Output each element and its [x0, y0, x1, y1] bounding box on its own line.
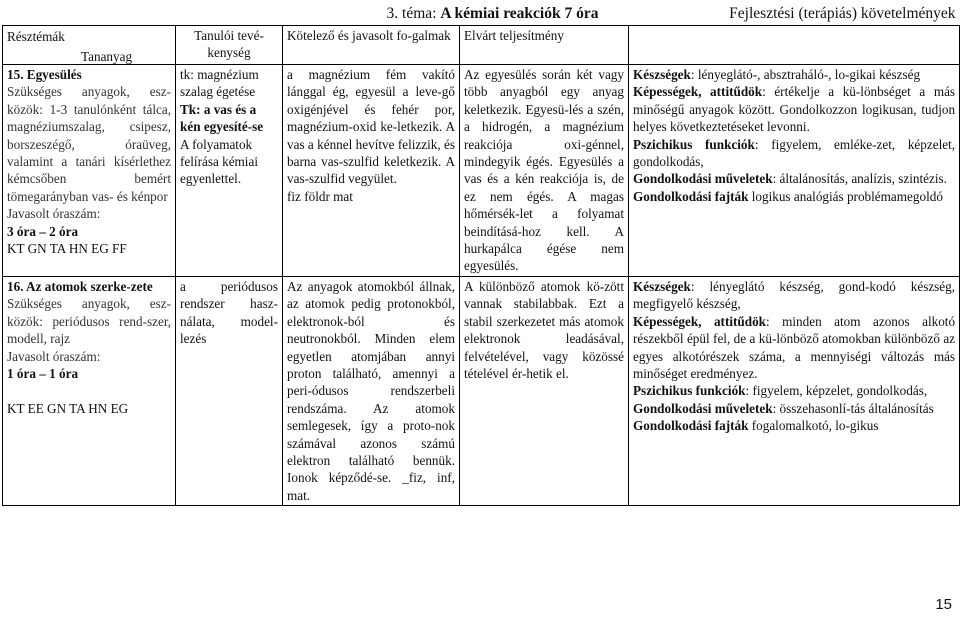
header-row [3, 26, 960, 65]
topic-title: 16. Az atomok szerke-zete [7, 278, 153, 294]
col-fejlesztesi [629, 26, 960, 65]
codes: KT GN TA HN EG FF [7, 241, 127, 257]
hours-value: 1 óra – 1 óra [7, 365, 79, 381]
activity-cell [176, 65, 283, 277]
col-tanuloi: Tanulói tevé-kenység [176, 26, 283, 65]
topic-title: 15. Egyesülés [7, 67, 82, 82]
hours-label: Javasolt óraszám: [7, 348, 101, 364]
col-elvart: Elvárt teljesítmény [460, 26, 629, 65]
dev-item: Gondolkodási műveletek: összehasonlí-tás általánosítás [633, 400, 934, 416]
development-cell [629, 65, 960, 277]
dev-item: Képességek, attitűdök: minden atom azonos alkotó részekből épül fel, de a kü-lönböző atomokban különböző az egyes alkotórészek száma, a mennyiségi változás más minőséget eredményez. [633, 313, 956, 381]
dev-item: Gondolkodási műveletek: általánosítás, analízis, szintézis. [633, 171, 947, 187]
requirements-title: Fejlesztési (terápiás) követelmények [729, 5, 956, 22]
topic-text: Szükséges anyagok, esz-közök: periódusos rend-szer, modell, rajz [7, 296, 171, 347]
hours-value: 3 óra – 2 óra [7, 223, 79, 239]
concepts-text: a magnézium fém vakító lánggal ég, egyesül a leve-gő oxigénjével és fehér por, magnézium-oxid ke-letkezik. A vas a kénnel hevítve felizzik, és barna vas-szulfid keletkezik. A vas-szulfid vegyület. [287, 67, 455, 187]
expected-cell: Az egyesülés során két vagy több anyagból egy anyag keletkezik. Egyesü-lés a szén, a hidrogén, a magnézium reakciója oxi-génnel, mindegyik égés. Egyesülés a vas és a kén reakciója is, de ez nem égés. A magas hőmérsék-let a folyamat beindításá-hoz kell. A hurkapálca égése nem egyesülés. [460, 65, 629, 277]
dev-item: Képességek, attitűdök: értékelje a kü-lönbséget a más minőségű anyagok között. Gondolkozzon logikusan, tudjon helyes következtetéseket levonni. [633, 84, 956, 135]
col-kotelezo: Kötelező és javasolt fo-galmak [283, 26, 460, 65]
col-resztemak-label: Résztémák [7, 29, 65, 44]
dev-item: Készségek: lényeglátó készség, gond-kodó készség, megfigyelő készség, [633, 278, 956, 312]
activity-2: Tk: a vas és a kén egyesíté-se [180, 101, 264, 135]
development-cell [629, 276, 960, 505]
concepts-extra: fiz földr mat [287, 188, 353, 204]
dev-item: Gondolkodási fajták logikus analógiás problémamegoldó [633, 188, 943, 204]
activity-1: tk: magnézium szalag égetése [180, 67, 259, 100]
dev-item: Pszichikus funkciók: figyelem, emléke-zet, képzelet, gondolkodás, [633, 136, 956, 170]
activity-cell: a periódusos rendszer hasz-nálata, model-lezés [176, 276, 283, 505]
expected-cell: A különböző atomok kö-zött vannak stabilabbak. Ezt a stabil szerkezetet más atomok elektronok leadásával, felvételével, vagy közössé tételével ér-hetik el. [460, 276, 629, 505]
topic-cell [3, 276, 176, 505]
activity-3: A folyamatok felírása kémiai egyenlettel. [180, 136, 258, 187]
topic-cell [3, 65, 176, 277]
dev-item: Készségek: lényeglátó-, absztraháló-, lo-gikai készség [633, 67, 921, 82]
col-tananyag-label: Tananyag [81, 49, 133, 64]
codes: KT EE GN TA HN EG [7, 400, 129, 416]
title-row [3, 4, 960, 26]
dev-item: Gondolkodási fajták fogalomalkotó, lo-gikus [633, 418, 879, 434]
concepts-cell [283, 65, 460, 277]
dev-item: Pszichikus funkciók: figyelem, képzelet, gondolkodás, [633, 383, 928, 399]
table-row [3, 276, 960, 505]
curriculum-table [2, 4, 960, 506]
table-row [3, 65, 960, 277]
concepts-cell: Az anyagok atomokból állnak, az atomok pedig protonokból, elektronok-ból és neutronokból. Minden elem egyetlen atomjában annyi proton található, amennyi a peri-ódusos rendszerbeli rendszáma. Az atomok semlegesek, így a proto-nok számával azonos számú elektron található bennük. Ionok képződé-se. _fiz, inf, mat. [283, 276, 460, 505]
hours-label: Javasolt óraszám: [7, 206, 101, 222]
topic-text: Szükséges anyagok, esz-közök: 1-3 tanulónként tálca, magnéziumszalag, csipesz, borszeszégő, óraüveg, valamint a tanári kísérlethez kémcsőben bemért tömegarányban vas- és kénpor [7, 84, 171, 204]
col-resztemak [3, 26, 176, 65]
theme-title: 3. téma: A kémiai reakciók 7 óra [386, 5, 599, 22]
page-number: 15 [935, 596, 952, 613]
